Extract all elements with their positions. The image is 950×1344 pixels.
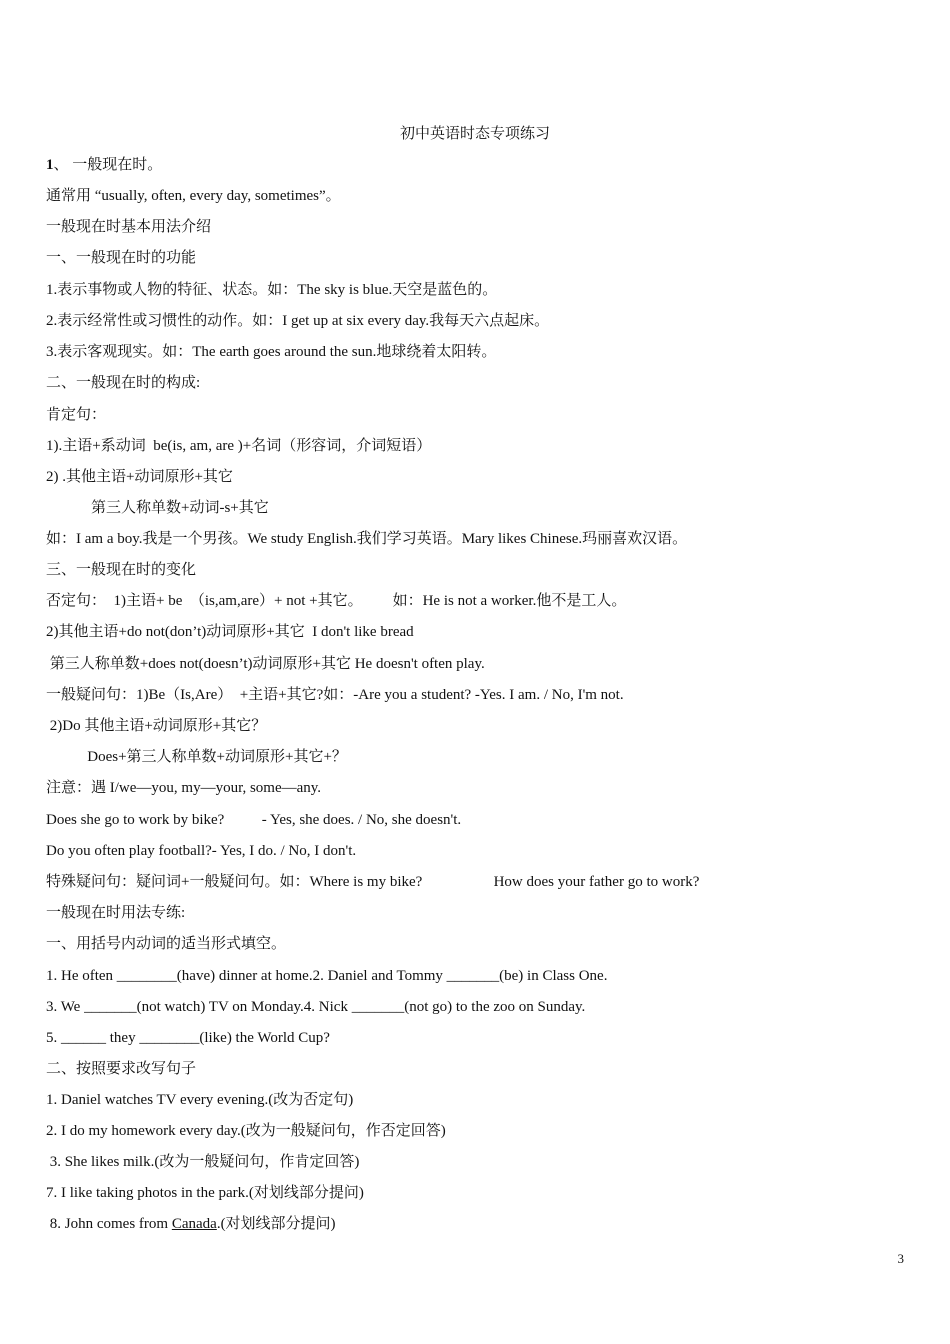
text-line: 3. We _______(not watch) TV on Monday.4. Nick _______(not go) to the zoo on Sunday. xyxy=(46,999,586,1015)
text-line: 1. He often ________(have) dinner at home.2. Daniel and Tommy _______(be) in Class One. xyxy=(46,968,608,984)
text-line: 二、按照要求改写句子 xyxy=(46,1061,197,1077)
text-line: 1.表示事物或人物的特征、状态。如：The sky is blue.天空是蓝色的。 xyxy=(46,282,498,298)
line-suffix: .(对划线部分提问) xyxy=(216,1216,336,1232)
text-line: 一般现在时基本用法介绍 xyxy=(46,219,212,235)
text-line: 3.表示客观现实。如：The earth goes around the sun.地球绕着太阳转。 xyxy=(46,344,497,360)
text-line: 1).主语+系动词 be(is, am, are )+名词（形容词，介词短语） xyxy=(46,438,432,454)
text-line: Does+第三人称单数+动词原形+其它+？ xyxy=(46,749,347,765)
document-title: 初中英语时态专项练习 xyxy=(399,126,550,142)
text-line: 二、一般现在时的构成: xyxy=(46,375,201,391)
underlined-word: Canada xyxy=(171,1216,217,1232)
page-number: 3 xyxy=(897,1251,904,1266)
text-line: 2. I do my homework every day.(改为一般疑问句，作否定回答) xyxy=(46,1123,446,1139)
text-line: 1. Daniel watches TV every evening.(改为否定句) xyxy=(46,1092,354,1108)
text-line: 3. She likes milk.(改为一般疑问句，作肯定回答) xyxy=(46,1154,360,1170)
text-line: 5. ______ they ________(like) the World Cup? xyxy=(46,1030,330,1046)
text-line: 一、一般现在时的功能 xyxy=(46,250,197,266)
section-number: 1 xyxy=(46,157,54,173)
text-line-with-underline xyxy=(46,1214,336,1234)
section-1-heading xyxy=(46,155,162,175)
text-line: 2.表示经常性或习惯性的动作。如：I get up at six every day.我每天六点起床。 xyxy=(46,313,550,329)
text-line: 三、一般现在时的变化 xyxy=(46,562,197,578)
text-line: 一、用括号内动词的适当形式填空。 xyxy=(46,936,287,952)
text-line: 第三人称单数+动词-s+其它 xyxy=(46,500,269,516)
line-prefix: 8. John comes from xyxy=(46,1216,172,1232)
text-line: 第三人称单数+does not(doesn’t)动词原形+其它 He doesn't often play. xyxy=(46,656,485,672)
text-line: 如：I am a boy.我是一个男孩。We study English.我们学习英语。Mary likes Chinese.玛丽喜欢汉语。 xyxy=(46,531,688,547)
text-line: 2)Do 其他主语+动词原形+其它？ xyxy=(46,718,267,734)
text-line: 7. I like taking photos in the park.(对划线部分提问) xyxy=(46,1185,364,1201)
text-line: Do you often play football?- Yes, I do. / No, I don't. xyxy=(46,843,357,859)
text-line: 2) .其他主语+动词原形+其它 xyxy=(46,469,233,485)
text-line: 通常用 “usually, often, every day, sometimes”。 xyxy=(46,188,341,204)
text-line: 否定句： 1)主语+ be （is,am,are）+ not +其它。 如：He is not a worker.他不是工人。 xyxy=(46,593,627,609)
text-line: 肯定句： xyxy=(46,407,107,423)
text-line: 2)其他主语+do not(don’t)动词原形+其它 I don't like bread xyxy=(46,624,414,640)
section-heading-text: 、 一般现在时。 xyxy=(53,157,163,173)
text-line: 特殊疑问句：疑问词+一般疑问句。如：Where is my bike? How does your father go to work? xyxy=(46,874,700,890)
text-line: 一般疑问句：1)Be（Is,Are） +主语+其它?如：-Are you a student? -Yes. I am. / No, I'm not. xyxy=(46,687,624,703)
text-line: Does she go to work by bike? - Yes, she does. / No, she doesn't. xyxy=(46,812,462,828)
text-line: 一般现在时用法专练: xyxy=(46,905,186,921)
text-line: 注意：遇 I/we—you, my—your, some—any. xyxy=(46,780,322,796)
